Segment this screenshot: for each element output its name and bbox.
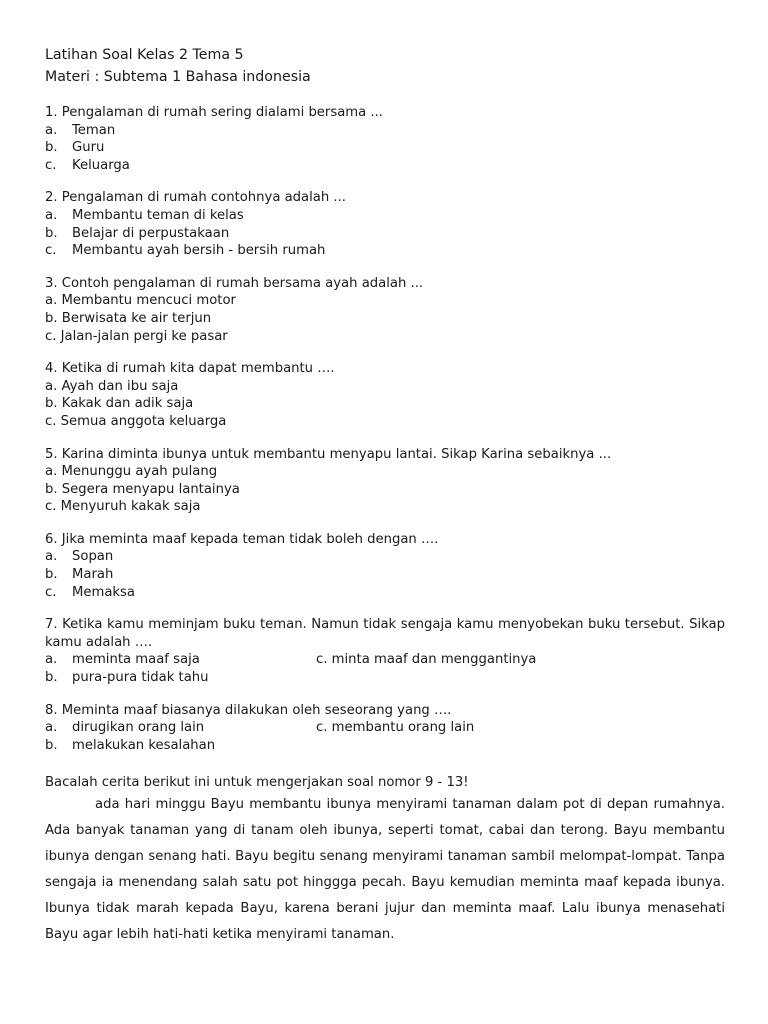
option-a [45,548,725,566]
option-text: membantu orang lain [331,720,475,736]
option-text: Kakak dan adik saja [61,396,194,412]
option-c [45,242,725,260]
option-b [45,310,725,328]
question-6 [45,531,725,601]
option-text: meminta maaf saja [72,652,200,668]
option-text: pura-pura tidak tahu [72,670,209,686]
option-text: Menunggu ayah pulang [61,464,218,480]
option-c [316,651,587,669]
option-text: Guru [72,140,105,156]
option-letter: c. [45,328,57,344]
question-text: 5. Karina diminta ibunya untuk membantu menyapu lantai. Sikap Karina sebaiknya ... [45,446,612,462]
option-letter: c. [45,499,57,515]
option-letter: b. [45,670,58,686]
option-c [45,413,725,431]
option-letter: b. [45,567,58,583]
option-a [45,122,725,140]
passage-body: ada hari minggu Bayu membantu ibunya menyirami tanaman dalam pot di depan rumahnya. Ada banyak tanaman yang di tanam oleh ibunya, seperti tomat, cabai dan terong. Bayu membantu ibunya dengan senang hati. Bayu begitu senang menyirami tanaman sambil melompat-lompat. Tanpa sengaja ia menendang salah satu pot hinggga pecah. Bayu kemudian meminta maaf kepada ibunya. Ibunya tidak marah kepada Bayu, karena berani jujur dan meminta maaf. Lalu ibunya menasehati Bayu agar lebih hati-hati ketika menyirami tanaman. [45,797,725,942]
option-text: Keluarga [72,157,130,173]
option-letter: b. [45,225,58,241]
option-b [45,395,725,413]
option-text: Marah [72,567,114,583]
question-text: 7. Ketika kamu meminjam buku teman. Namun tidak sengaja kamu menyobekan buku tersebut. Sikap kamu adalah …. [45,617,725,650]
option-letter: a. [45,464,58,480]
passage-instruction: Bacalah cerita berikut ini untuk mengerjakan soal nomor 9 - 13! [45,775,469,791]
option-a [45,207,725,225]
option-c [45,328,725,346]
question-3 [45,275,725,345]
option-b [45,139,725,157]
option-letter: c. [45,413,57,429]
option-text: Membantu ayah bersih - bersih rumah [72,243,326,259]
option-row [45,669,725,687]
option-text: Segera menyapu lantainya [61,481,240,497]
question-7 [45,616,725,686]
option-letter: c. [316,652,328,668]
option-text: dirugikan orang lain [72,720,205,736]
option-row [45,737,725,755]
option-text: Membantu mencuci motor [61,293,236,309]
option-row [45,719,725,737]
option-letter: c. [45,584,57,600]
option-text: melakukan kesalahan [72,737,216,753]
option-b [45,566,725,584]
option-text: Menyuruh kakak saja [60,499,201,515]
option-letter: c. [316,720,328,736]
question-8 [45,702,725,755]
worksheet-title: Latihan Soal Kelas 2 Tema 5 [45,47,244,63]
option-a [45,378,725,396]
question-2 [45,189,725,259]
option-text: Semua anggota keluarga [60,413,227,429]
option-letter: b. [45,481,58,497]
option-c [45,498,725,516]
option-letter: c. [45,243,57,259]
worksheet-page [45,44,725,948]
option-b [45,737,316,755]
option-text: Ayah dan ibu saja [61,378,179,394]
question-5 [45,446,725,516]
question-list [45,104,725,754]
option-letter: a. [45,293,58,309]
question-1 [45,104,725,174]
option-row [45,651,725,669]
option-letter: a. [45,378,58,394]
option-text: Belajar di perpustakaan [72,225,230,241]
option-letter: c. [45,157,57,173]
option-letter: a. [45,720,58,736]
option-text: Berwisata ke air terjun [61,310,212,326]
option-a [45,463,725,481]
option-letter: a. [45,549,58,565]
worksheet-subtitle: Materi : Subtema 1 Bahasa indonesia [45,69,311,85]
option-letter: b. [45,140,58,156]
option-text: Memaksa [72,584,136,600]
option-letter: a. [45,652,58,668]
question-text: 1. Pengalaman di rumah sering dialami bersama ... [45,105,383,120]
option-text: Membantu teman di kelas [72,207,244,223]
option-letter: a. [45,207,58,223]
option-text: minta maaf dan menggantinya [331,652,537,668]
option-c [45,584,725,602]
option-letter: a. [45,122,58,138]
option-b [45,225,725,243]
question-text: 2. Pengalaman di rumah contohnya adalah ... [45,190,347,206]
option-letter: b. [45,737,58,753]
option-b [45,481,725,499]
question-text: 8. Meminta maaf biasanya dilakukan oleh seseorang yang …. [45,702,452,718]
option-text: Sopan [72,549,114,565]
option-a [45,651,316,669]
question-text: 6. Jika meminta maaf kepada teman tidak boleh dengan …. [45,531,439,547]
option-text: Jalan-jalan pergi ke pasar [60,328,228,344]
question-text: 4. Ketika di rumah kita dapat membantu …. [45,361,335,377]
option-letter: b. [45,310,58,326]
option-a [45,719,316,737]
question-text: 3. Contoh pengalaman di rumah bersama ayah adalah ... [45,275,424,291]
reading-passage [45,774,725,948]
option-b [45,669,316,687]
option-c [45,157,725,175]
option-a [45,292,725,310]
question-4 [45,360,725,430]
option-letter: b. [45,396,58,412]
option-text: Teman [72,122,116,138]
option-c [316,719,587,737]
